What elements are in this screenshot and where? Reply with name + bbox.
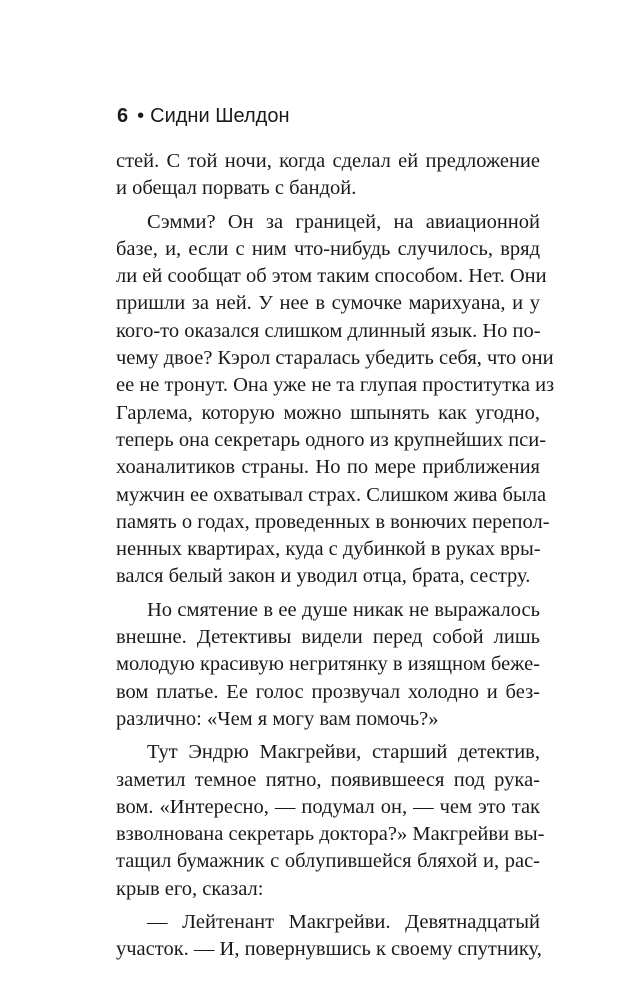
text-line: стей. С той ночи, когда сделал ей предложение xyxy=(116,150,540,172)
separator-bullet: • xyxy=(137,105,145,127)
text-line: крыв его, сказал: xyxy=(116,877,264,900)
text-line: вом. «Интересно, — подумал он, — чем это так xyxy=(116,795,540,818)
text-line: — Лейтенант Макгрейви. Девятнадцатый xyxy=(147,911,540,934)
running-head xyxy=(117,104,290,128)
text-line: мужчин ее охватывал страх. Слишком жива была xyxy=(116,483,547,506)
paragraph xyxy=(116,597,540,733)
text-line: кого-то оказался слишком длинный язык. Но по- xyxy=(116,319,541,342)
text-line: хоаналитиков страны. Но по мере приближения xyxy=(116,456,540,479)
text-line: различно: «Чем я могу вам помочь?» xyxy=(116,707,439,730)
text-line: ее не тронут. Она уже не та глупая проститутка из xyxy=(116,374,555,397)
text-line: Но смятение в ее душе никак не выражалось xyxy=(147,598,540,621)
text-line: вался белый закон и уводил отца, брата, сестру. xyxy=(116,565,531,588)
text-line: базе, и, если с ним что-нибудь случилось, вряд xyxy=(116,237,540,260)
paragraph xyxy=(116,739,545,903)
text-line: молодую красивую негритянку в изящном беже- xyxy=(116,653,540,676)
text-line: пришли за ней. У нее в сумочке марихуана, и у xyxy=(116,292,540,315)
text-line: чему двое? Кэрол старалась убедить себя, что они xyxy=(116,347,554,370)
text-line: участок. — И, повернувшись к своему спутнику, xyxy=(116,938,542,961)
text-line: ли ей сообщат об этом таким способом. Нет. Они xyxy=(116,265,547,288)
text-line: память о годах, проведенных в вонючих перепол- xyxy=(116,510,550,533)
text-line: теперь она секретарь одного из крупнейших пси- xyxy=(116,428,547,451)
text-line: вом платье. Ее голос прозвучал холодно и без- xyxy=(116,680,540,703)
text-line: Тут Эндрю Макгрейви, старший детектив, xyxy=(147,741,540,764)
text-line: взволнована секретарь доктора?» Макгрейви вы- xyxy=(116,823,545,846)
text-line: тащил бумажник с облупившейся бляхой и, рас- xyxy=(116,850,540,873)
text-line: внешне. Детективы видели перед собой лишь xyxy=(116,626,540,649)
paragraph xyxy=(116,209,555,591)
author-name: Сидни Шелдон xyxy=(150,105,290,127)
page-number: 6 xyxy=(117,105,129,127)
text-line: Гарлема, которую можно шпынять как угодно, xyxy=(116,401,540,424)
text-line: и обещал порвать с бандой. xyxy=(116,177,357,200)
body-text xyxy=(116,148,555,964)
paragraph xyxy=(116,148,540,203)
paragraph xyxy=(116,909,540,964)
text-line: ненных квартирах, куда с дубинкой в руках вры- xyxy=(116,538,541,561)
text-line: Сэмми? Он за границей, на авиационной xyxy=(147,210,540,233)
text-line: заметил темное пятно, появившееся под рука- xyxy=(116,768,540,791)
